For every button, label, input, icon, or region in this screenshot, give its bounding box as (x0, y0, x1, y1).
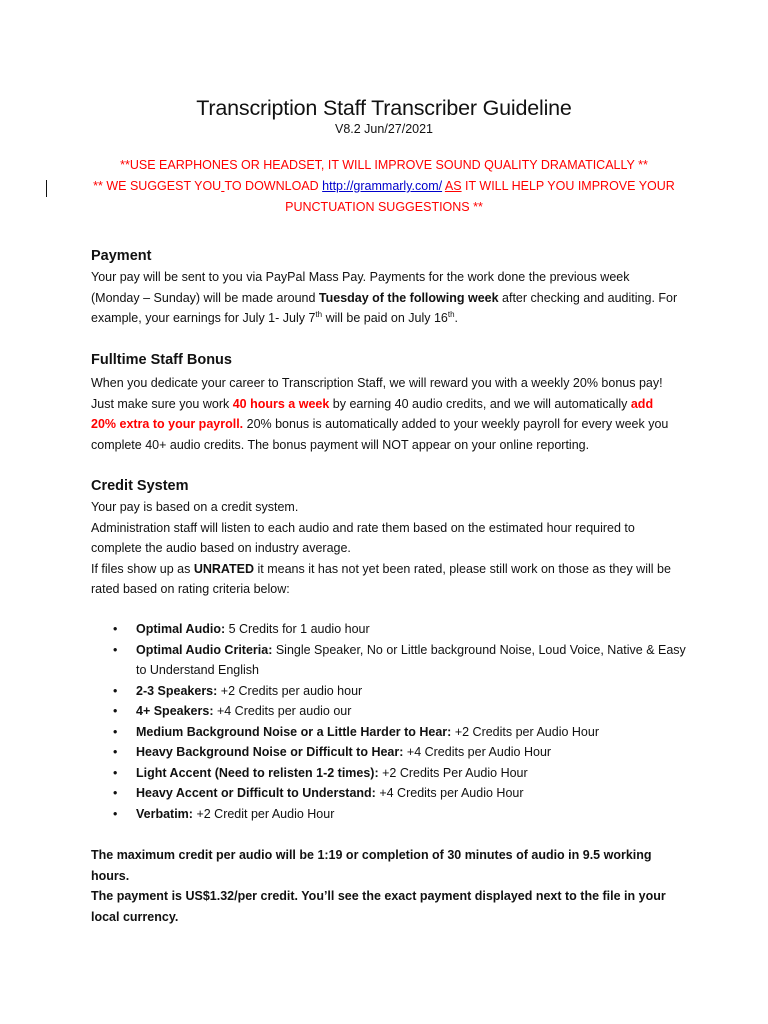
bullet: • (113, 622, 118, 636)
notice-as: AS (444, 179, 462, 193)
list-item: • Light Accent (Need to relisten 1-2 times): +2 Credits Per Audio Hour (91, 763, 691, 784)
bullet: • (113, 745, 118, 759)
notice-earphones: **USE EARPHONES OR HEADSET, IT WILL IMPROVE SOUND QUALITY DRAMATICALLY ** (120, 158, 648, 172)
paragraph-line: Your pay will be sent to you via PayPal Mass Pay. Payments for the work done the previous week (91, 270, 630, 284)
paragraph-line: If files show up as UNRATED it means it has not yet been rated, please still work on those as they will be (91, 561, 671, 576)
paragraph-line: example, your earnings for July 1- July 7th will be paid on July 16th. (91, 309, 459, 325)
list-item: • Verbatim: +2 Credit per Audio Hour (91, 804, 691, 825)
paragraph-line: Administration staff will listen to each audio and rate them based on the estimated hour required to (91, 520, 635, 535)
credit-heading: Credit System (91, 478, 189, 494)
paragraph-line: complete 40+ audio credits. The bonus payment will NOT appear on your online reporting. (91, 437, 590, 452)
bonus-paragraph (91, 373, 691, 455)
notice-text: ** WE SUGGEST YOU (93, 179, 222, 193)
grammarly-link[interactable]: http://grammarly.com/ (322, 179, 443, 193)
bullet: • (113, 683, 118, 698)
list-item: • Heavy Background Noise or Difficult to Hear: +4 Credits per Audio Hour (91, 742, 691, 763)
notice-grammarly (0, 178, 768, 194)
max-credit-paragraph (91, 845, 691, 927)
list-item: • 2-3 Speakers: +2 Credits per audio hour (91, 681, 691, 702)
paragraph-line: The payment is US$1.32/per credit. You’ll see the exact payment displayed next to the file in your (91, 889, 666, 903)
payment-heading: Payment (91, 248, 152, 264)
bullet: • (113, 765, 118, 780)
paragraph-line: (Monday – Sunday) will be made around Tuesday of the following week after checking and auditing. For (91, 290, 678, 305)
paragraph-line: The maximum credit per audio will be 1:19 or completion of 30 minutes of audio in 9.5 working hours. (91, 848, 652, 883)
bullet: • (113, 642, 118, 657)
paragraph-line: rated based on rating criteria below: (91, 582, 290, 596)
bullet: • (113, 786, 118, 800)
bullet: • (113, 704, 118, 718)
notice-text: TO DOWNLOAD (224, 179, 323, 193)
paragraph-line: complete the audio based on industry average. (91, 541, 351, 555)
version-text: V8.2 Jun/27/2021 (335, 122, 433, 136)
notice-punctuation: PUNCTUATION SUGGESTIONS ** (285, 200, 483, 214)
paragraph-line: When you dedicate your career to Transcription Staff, we will reward you with a weekly 20% bonus pay! (91, 376, 663, 390)
paragraph-line: Your pay is based on a credit system. (91, 500, 299, 514)
credit-paragraph (91, 497, 691, 600)
list-item: • Heavy Accent or Difficult to Understand: +4 Credits per Audio Hour (91, 783, 691, 804)
payment-paragraph (91, 267, 691, 329)
paragraph-line: 20% extra to your payroll. 20% bonus is automatically added to your weekly payroll for every week you (91, 417, 669, 431)
list-item: • Optimal Audio Criteria: Single Speaker, No or Little background Noise, Loud Voice, Native & Easy to Understand English (91, 640, 691, 681)
list-item: • Medium Background Noise or a Little Harder to Hear: +2 Credits per Audio Hour (91, 722, 691, 743)
paragraph-line: local currency. (91, 909, 179, 924)
notice-text: IT WILL HELP YOU IMPROVE YOUR (461, 179, 675, 193)
paragraph-line: Just make sure you work 40 hours a week by earning 40 audio credits, and we will automatically add (91, 396, 654, 411)
bullet: • (113, 724, 118, 739)
bonus-heading: Fulltime Staff Bonus (91, 352, 232, 368)
bullet: • (113, 806, 118, 821)
credit-criteria-list (91, 619, 691, 824)
page-title: Transcription Staff Transcriber Guideline (196, 96, 572, 120)
list-item: • Optimal Audio: 5 Credits for 1 audio hour (91, 619, 691, 640)
list-item: • 4+ Speakers: +4 Credits per audio our (91, 701, 691, 722)
